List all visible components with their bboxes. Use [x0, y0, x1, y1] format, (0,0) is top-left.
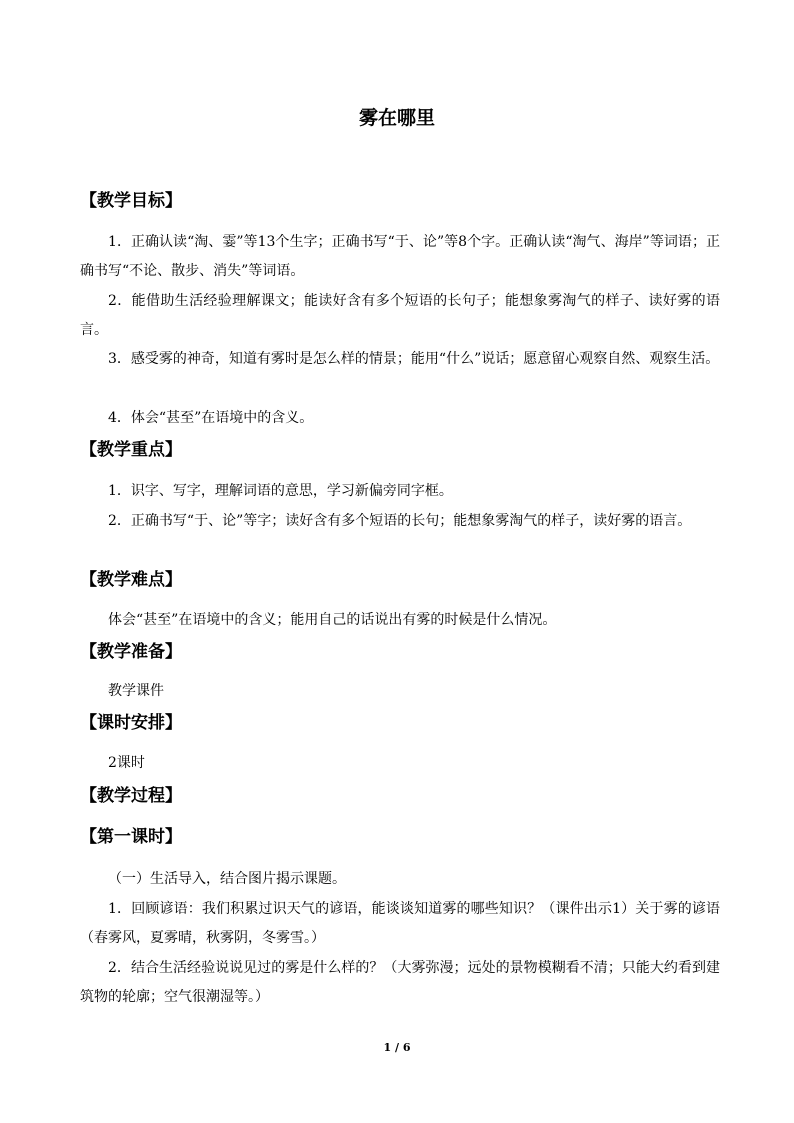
section-heading-schedule: 【课时安排】	[80, 713, 182, 733]
difficulties-text: 体会“甚至”在语境中的含义；能用自己的话说出有雾的时候是什么情况。	[108, 612, 557, 628]
key-point-item-2: 2．正确书写“于、论”等字；读好含有多个短语的长句；能想象雾淘气的样子，读好雾的语言。	[108, 513, 692, 529]
page-number: 1 / 6	[383, 1041, 411, 1054]
schedule-text: 2课时	[108, 755, 145, 771]
key-point-item-1: 1．识字、写字，理解词语的意思，学习新偏旁同字框。	[108, 483, 453, 499]
section-heading-difficulties: 【教学难点】	[80, 570, 182, 590]
objective-item-3: 3．感受雾的神奇，知道有雾时是怎么样的情景；能用“什么”说话；愿意留心观察自然、观察生活。	[108, 351, 720, 367]
section-heading-key-points: 【教学重点】	[80, 440, 182, 460]
objective-item-4: 4．体会“甚至”在语境中的含义。	[108, 410, 314, 426]
first-lesson-subheading: （一）生活导入，结合图片揭示课题。	[108, 871, 346, 887]
first-lesson-item-1: 1．回顾谚语：我们积累过识天气的谚语，能谈谈知道雾的哪些知识？（课件出示1）关于雾的谚语（春雾风，夏雾晴，秋雾阴，冬雾雪。）	[80, 901, 720, 946]
section-heading-first-lesson: 【第一课时】	[80, 827, 182, 847]
page-title: 雾在哪里	[358, 107, 435, 129]
first-lesson-item-2: 2．结合生活经验说说见过的雾是什么样的？（大雾弥漫；远处的景物模糊看不清；只能大约看到建筑物的轮廓；空气很潮湿等。）	[80, 960, 720, 1005]
preparation-text: 教学课件	[108, 683, 164, 699]
section-heading-objectives: 【教学目标】	[80, 191, 182, 211]
objective-item-1: 1．正确认读“淘、霎”等13个生字；正确书写“于、论”等8个字。正确认读“淘气、海岸”等词语；正确书写“不论、散步、消失”等词语。	[80, 234, 720, 279]
objective-item-2: 2．能借助生活经验理解课文；能读好含有多个短语的长句子；能想象雾淘气的样子、读好雾的语言。	[80, 293, 720, 338]
section-heading-process: 【教学过程】	[80, 786, 182, 806]
section-heading-preparation: 【教学准备】	[80, 642, 182, 662]
